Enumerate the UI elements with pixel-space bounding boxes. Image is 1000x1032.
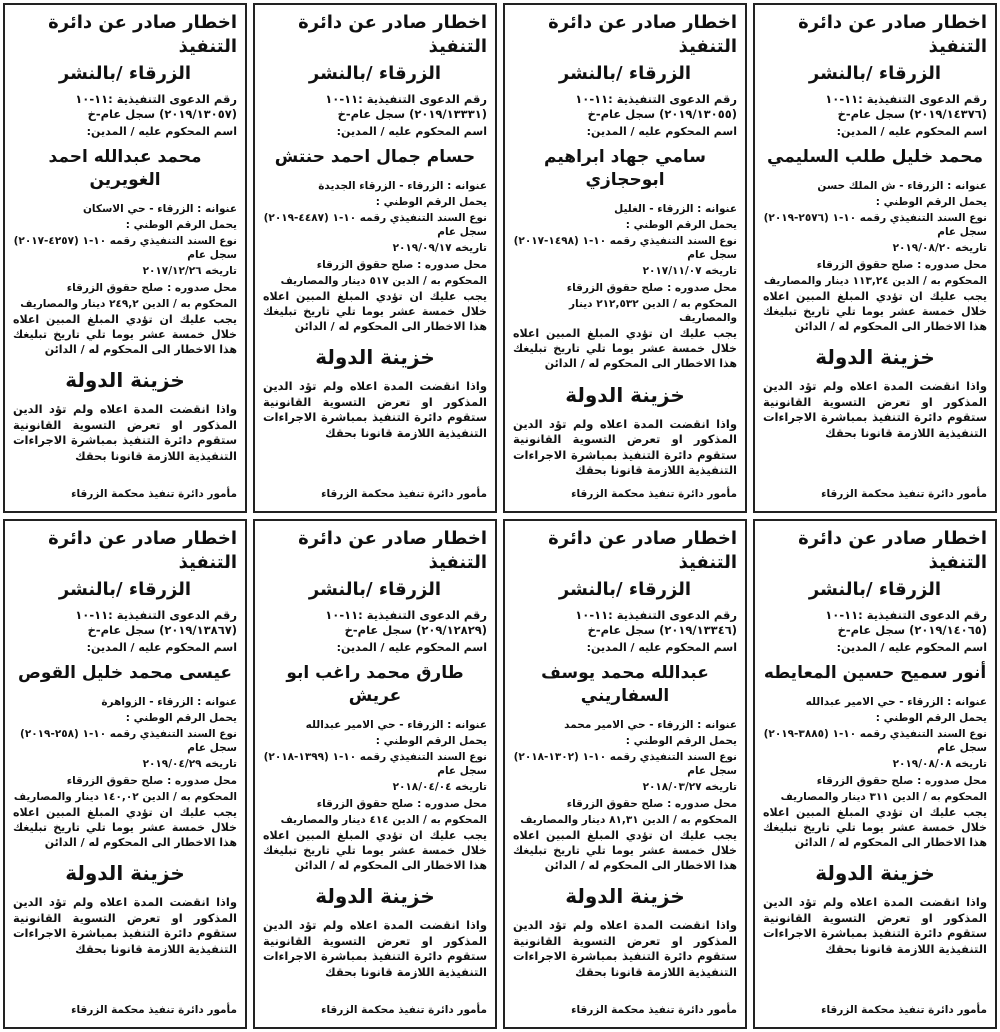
closing-text: واذا انقضت المدة اعلاه ولم تؤد الدين المذكور او تعرض التسوية القانونية ستقوم دائرة التنفيذ بمباشرة الاجراءات التنفيذية اللازمة قانونا بحقك — [13, 895, 237, 956]
closing-text: واذا انقضت المدة اعلاه ولم تؤد الدين المذكور او تعرض التسوية القانونية ستقوم دائرة التنفيذ بمباشرة الاجراءات التنفيذية اللازمة قانونا بحقك — [513, 416, 737, 478]
issued-by: محل صدوره : صلح حقوق الزرقاء — [316, 797, 487, 810]
notice-subtitle: الزرقاء /بالنشر — [558, 578, 692, 600]
amount: المحكوم به / الدين ١٤٠,٠٢ دينار والمصاريف — [13, 790, 237, 803]
signature-footer: مأمور دائرة تنفيذ محكمة الزرقاء — [321, 487, 487, 500]
debtor-name: طارق محمد راغب ابو عريش — [286, 662, 464, 706]
payment-notice: يجب عليك ان تؤدي المبلغ المبين اعلاه خلال خمسة عشر يوما تلي تاريخ تبليغك هذا الاخطار الى المحكوم له / الدائن — [13, 312, 237, 356]
notice-title: اخطار صادر عن دائرة التنفيذ — [798, 12, 987, 58]
notice-subtitle: الزرقاء /بالنشر — [308, 578, 442, 600]
case-number: رقم الدعوى التنفيذية :١١-١٠ (٢٠١٩/١٤٠٦٥) سجل عام-خ — [825, 607, 987, 638]
national-id: يحمل الرقم الوطني : — [375, 195, 487, 208]
document-date: تاريخه ٢٠١٨/٠٣/٢٧ — [642, 781, 737, 794]
case-number: رقم الدعوى التنفيذية :١١-١٠ (٢٠١٩/١٣٠٥٥) سجل عام-خ — [575, 91, 737, 122]
debtor-label: اسم المحكوم عليه / المدين: — [336, 640, 487, 654]
amount: المحكوم به / الدين ٥١٧ دينار والمصاريف — [280, 274, 487, 287]
national-id: يحمل الرقم الوطني : — [125, 218, 237, 231]
notice-card-7 — [503, 519, 747, 1029]
issued-by: محل صدوره : صلح حقوق الزرقاء — [566, 281, 737, 294]
signature-footer: مأمور دائرة تنفيذ محكمة الزرقاء — [821, 487, 987, 500]
address: عنوانه : الزرقاء - حي الامير عبدالله — [805, 695, 987, 708]
creditor-name: خزينة الدولة — [65, 368, 185, 393]
document-date: تاريخه ٢٠١٩/٠٩/١٧ — [392, 242, 487, 255]
national-id: يحمل الرقم الوطني : — [125, 711, 237, 724]
payment-notice: يجب عليك ان تؤدي المبلغ المبين اعلاه خلال خمسة عشر يوما تلي تاريخ تبليغك هذا الاخطار الى المحكوم له / الدائن — [513, 828, 737, 872]
case-number: رقم الدعوى التنفيذية :١١-١٠ (٢٠١٩/١٤٣٧٦) سجل عام-خ — [825, 91, 987, 122]
creditor-name: خزينة الدولة — [65, 861, 185, 886]
signature-footer: مأمور دائرة تنفيذ محكمة الزرقاء — [571, 1003, 737, 1016]
notice-title: اخطار صادر عن دائرة التنفيذ — [298, 12, 487, 58]
payment-notice: يجب عليك ان تؤدي المبلغ المبين اعلاه خلال خمسة عشر يوما تلي تاريخ تبليغك هذا الاخطار الى المحكوم له / الدائن — [13, 805, 237, 849]
issued-by: محل صدوره : صلح حقوق الزرقاء — [566, 797, 737, 810]
address: عنوانه : الزرقاء - الزواهرة — [101, 695, 237, 708]
case-number: رقم الدعوى التنفيذية :١١-١٠ (٢٠١٩/١٣٣٣١) سجل عام-خ — [325, 91, 487, 122]
document-date: تاريخه ٢٠١٩/٠٨/٢٠ — [892, 242, 987, 255]
amount: المحكوم به / الدين ١١٣,٢٤ دينار والمصاريف — [763, 274, 987, 287]
signature-footer: مأمور دائرة تنفيذ محكمة الزرقاء — [321, 1003, 487, 1016]
debtor-name: أنور سميح حسين المعايطه — [763, 662, 987, 683]
notice-subtitle: الزرقاء /بالنشر — [808, 62, 942, 84]
amount: المحكوم به / الدين ٨١,٣١ دينار والمصاريف — [520, 813, 737, 826]
notice-card-3 — [503, 3, 747, 513]
issued-by: محل صدوره : صلح حقوق الزرقاء — [66, 281, 237, 294]
debtor-name: حسام جمال احمد حنتش — [274, 146, 476, 167]
document-type: نوع السند التنفيذي رقمه ١٠-١ (١٤٩٨-٢٠١٧) سجل عام — [513, 234, 737, 262]
address: عنوانه : الزرقاء - الزرقاء الجديدة — [318, 179, 487, 192]
document-type: نوع السند التنفيذي رقمه ١٠-١ (٤٤٨٧-٢٠١٩) سجل عام — [263, 212, 487, 239]
payment-notice: يجب عليك ان تؤدي المبلغ المبين اعلاه خلال خمسة عشر يوما تلي تاريخ تبليغك هذا الاخطار الى المحكوم له / الدائن — [763, 805, 987, 849]
document-type: نوع السند التنفيذي رقمه ١٠-١ (٤٢٥٧-٢٠١٧) سجل عام — [13, 234, 237, 262]
amount: المحكوم به / الدين ٢٤٩,٢ دينار والمصاريف — [20, 297, 237, 310]
issued-by: محل صدوره : صلح حقوق الزرقاء — [316, 258, 487, 271]
notice-title: اخطار صادر عن دائرة التنفيذ — [548, 12, 737, 58]
amount: المحكوم به / الدين ٢١٢,٥٣٢ دينار والمصاريف — [568, 297, 737, 324]
creditor-name: خزينة الدولة — [565, 884, 685, 909]
closing-text: واذا انقضت المدة اعلاه ولم تؤد الدين المذكور او تعرض التسوية القانونية ستقوم دائرة التنفيذ بمباشرة الاجراءات التنفيذية اللازمة قانونا بحقك — [763, 895, 987, 956]
document-date: تاريخه ٢٠١٩/٠٨/٠٨ — [892, 758, 987, 771]
payment-notice: يجب عليك ان تؤدي المبلغ المبين اعلاه خلال خمسة عشر يوما تلي تاريخ تبليغك هذا الاخطار الى المحكوم له / الدائن — [513, 327, 737, 370]
document-type: نوع السند التنفيذي رقمه ١٠-١ (١٣٩٩-٢٠١٨) سجل عام — [263, 750, 487, 778]
notice-card-1 — [3, 3, 247, 513]
debtor-label: اسم المحكوم عليه / المدين: — [86, 124, 237, 138]
address: عنوانه : الزرقاء - حي الامير محمد — [564, 718, 737, 731]
document-date: تاريخه ٢٠١٧/١١/٠٧ — [642, 265, 737, 278]
notice-card-8 — [753, 519, 997, 1029]
document-type: نوع السند التنفيذي رقمه ١٠-١ (١٣٠٢-٢٠١٨) سجل عام — [513, 750, 737, 778]
creditor-name: خزينة الدولة — [315, 345, 435, 370]
closing-text: واذا انقضت المدة اعلاه ولم تؤد الدين المذكور او تعرض التسوية القانونية ستقوم دائرة التنفيذ بمباشرة الاجراءات التنفيذية اللازمة قانونا بحقك — [263, 918, 487, 979]
document-date: تاريخه ٢٠١٧/١٢/٢٦ — [142, 265, 237, 278]
debtor-label: اسم المحكوم عليه / المدين: — [586, 640, 737, 654]
notice-title: اخطار صادر عن دائرة التنفيذ — [48, 528, 237, 574]
national-id: يحمل الرقم الوطني : — [375, 734, 487, 747]
creditor-name: خزينة الدولة — [565, 382, 685, 407]
debtor-label: اسم المحكوم عليه / المدين: — [836, 124, 987, 138]
signature-footer: مأمور دائرة تنفيذ محكمة الزرقاء — [571, 487, 737, 500]
address: عنوانه : الزرقاء - حي الامير عبدالله — [305, 718, 487, 731]
document-type: نوع السند التنفيذي رقمه ١٠-١ (٢٥٨-٢٠١٩) سجل عام — [20, 728, 237, 755]
notice-subtitle: الزرقاء /بالنشر — [308, 62, 442, 84]
notice-card-5 — [3, 519, 247, 1029]
case-number: رقم الدعوى التنفيذية :١١-١٠ (٢٠١٩/١٣٨٦٧) سجل عام-خ — [75, 607, 237, 638]
notice-title: اخطار صادر عن دائرة التنفيذ — [48, 12, 237, 58]
payment-notice: يجب عليك ان تؤدي المبلغ المبين اعلاه خلال خمسة عشر يوما تلي تاريخ تبليغك هذا الاخطار الى المحكوم له / الدائن — [263, 289, 487, 333]
amount: المحكوم به / الدين ٣١١ دينار والمصاريف — [780, 790, 987, 803]
closing-text: واذا انقضت المدة اعلاه ولم تؤد الدين المذكور او تعرض التسوية القانونية ستقوم دائرة التنفيذ بمباشرة الاجراءات التنفيذية اللازمة قانونا بحقك — [513, 918, 737, 979]
debtor-name: عبدالله محمد يوسف السفاريني — [541, 662, 709, 706]
document-type: نوع السند التنفيذي رقمه ١٠-١ (٢٥٧٦-٢٠١٩) سجل عام — [763, 212, 987, 239]
issued-by: محل صدوره : صلح حقوق الزرقاء — [816, 258, 987, 271]
signature-footer: مأمور دائرة تنفيذ محكمة الزرقاء — [821, 1003, 987, 1016]
notice-title: اخطار صادر عن دائرة التنفيذ — [798, 528, 987, 574]
creditor-name: خزينة الدولة — [315, 884, 435, 909]
case-number: رقم الدعوى التنفيذية :١١-١٠ (٢٠١٩/١٣٣٤٦) سجل عام-خ — [575, 607, 737, 638]
closing-text: واذا انقضت المدة اعلاه ولم تؤد الدين المذكور او تعرض التسوية القانونية ستقوم دائرة التنفيذ بمباشرة الاجراءات التنفيذية اللازمة قانونا بحقك — [13, 402, 237, 463]
debtor-label: اسم المحكوم عليه / المدين: — [586, 124, 737, 138]
debtor-name: عيسى محمد خليل القوص — [17, 662, 233, 683]
debtor-name: محمد عبدالله احمد الغويرين — [48, 146, 202, 190]
closing-text: واذا انقضت المدة اعلاه ولم تؤد الدين المذكور او تعرض التسوية القانونية ستقوم دائرة التنفيذ بمباشرة الاجراءات التنفيذية اللازمة قانونا بحقك — [763, 379, 987, 440]
national-id: يحمل الرقم الوطني : — [875, 711, 987, 724]
national-id: يحمل الرقم الوطني : — [875, 195, 987, 208]
notice-title: اخطار صادر عن دائرة التنفيذ — [298, 528, 487, 574]
payment-notice: يجب عليك ان تؤدي المبلغ المبين اعلاه خلال خمسة عشر يوما تلي تاريخ تبليغك هذا الاخطار الى المحكوم له / الدائن — [763, 289, 987, 333]
debtor-name: محمد خليل طلب السليمي — [767, 146, 983, 167]
amount: المحكوم به / الدين ٤١٤ دينار والمصاريف — [280, 813, 487, 826]
address: عنوانه : الزرقاء - حي الاسكان — [82, 202, 237, 215]
national-id: يحمل الرقم الوطني : — [625, 734, 737, 747]
document-type: نوع السند التنفيذي رقمه ١٠-١ (٣٨٨٥-٢٠١٩) سجل عام — [763, 728, 987, 755]
signature-footer: مأمور دائرة تنفيذ محكمة الزرقاء — [71, 1003, 237, 1016]
debtor-label: اسم المحكوم عليه / المدين: — [86, 640, 237, 654]
debtor-label: اسم المحكوم عليه / المدين: — [836, 640, 987, 654]
debtor-label: اسم المحكوم عليه / المدين: — [336, 124, 487, 138]
notice-subtitle: الزرقاء /بالنشر — [558, 62, 692, 84]
debtor-name: سامي جهاد ابراهيم ابوحجازي — [544, 146, 706, 190]
document-date: تاريخه ٢٠١٨/٠٤/٠٤ — [392, 781, 487, 794]
document-date: تاريخه ٢٠١٩/٠٤/٢٩ — [142, 758, 237, 771]
address: عنوانه : الزرقاء - الغليل — [614, 202, 737, 215]
notice-subtitle: الزرقاء /بالنشر — [808, 578, 942, 600]
case-number: رقم الدعوى التنفيذية :١١-١٠ (٢٠١٩/١٣٠٥٧) سجل عام-خ — [75, 91, 237, 122]
issued-by: محل صدوره : صلح حقوق الزرقاء — [66, 774, 237, 787]
creditor-name: خزينة الدولة — [815, 861, 935, 886]
issued-by: محل صدوره : صلح حقوق الزرقاء — [816, 774, 987, 787]
notice-subtitle: الزرقاء /بالنشر — [58, 62, 192, 84]
national-id: يحمل الرقم الوطني : — [625, 218, 737, 231]
signature-footer: مأمور دائرة تنفيذ محكمة الزرقاء — [71, 487, 237, 500]
address: عنوانه : الزرقاء - ش الملك حسن — [817, 179, 987, 192]
notice-card-6 — [253, 519, 497, 1029]
notice-card-2 — [253, 3, 497, 513]
notice-title: اخطار صادر عن دائرة التنفيذ — [548, 528, 737, 574]
creditor-name: خزينة الدولة — [815, 345, 935, 370]
notice-subtitle: الزرقاء /بالنشر — [58, 578, 192, 600]
notice-card-4 — [753, 3, 997, 513]
payment-notice: يجب عليك ان تؤدي المبلغ المبين اعلاه خلال خمسة عشر يوما تلي تاريخ تبليغك هذا الاخطار الى المحكوم له / الدائن — [263, 828, 487, 872]
case-number: رقم الدعوى التنفيذية :١١-١٠ (٢٠٩/١٢٨٢٩) سجل عام-خ — [325, 607, 487, 638]
closing-text: واذا انقضت المدة اعلاه ولم تؤد الدين المذكور او تعرض التسوية القانونية ستقوم دائرة التنفيذ بمباشرة الاجراءات التنفيذية اللازمة قانونا بحقك — [263, 379, 487, 440]
